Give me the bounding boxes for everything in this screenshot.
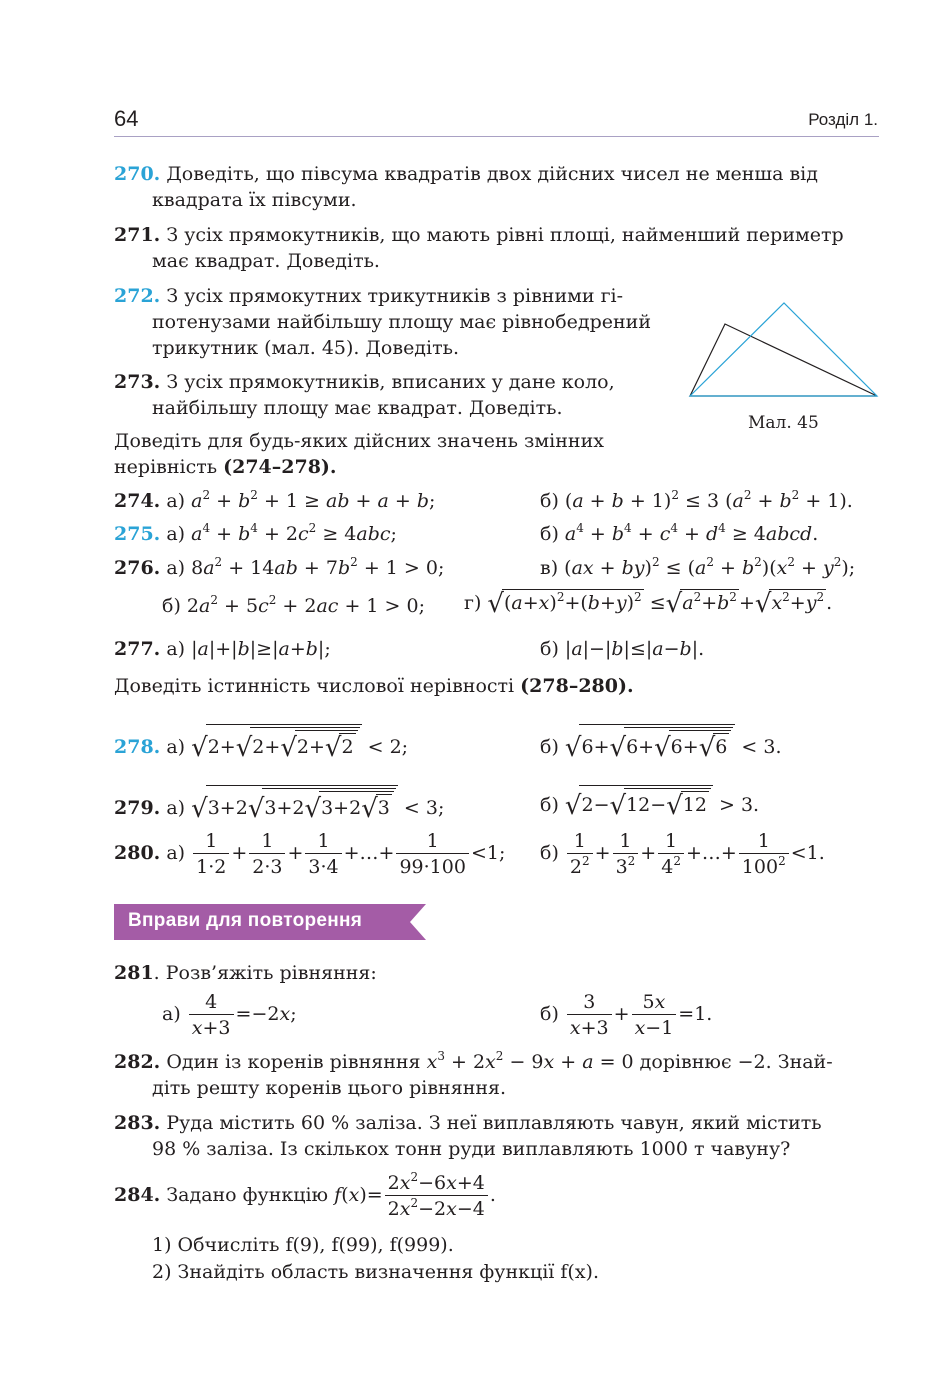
problem-272 — [114, 283, 623, 309]
problem-number: 276. — [114, 557, 161, 579]
item-label: а) — [162, 1003, 181, 1025]
header-rule — [114, 136, 879, 137]
figure-caption: Мал. 45 — [748, 413, 819, 433]
problem-282-cont: діть решту коренів цього рівняння. — [152, 1077, 507, 1099]
intro-range: (274–278). — [223, 456, 337, 478]
problem-284-item-2: 2) Знайдіть область визначення функції f(x). — [152, 1261, 600, 1283]
problem-283-cont: 98 % заліза. Із скількох тонн руди виплавляють 1000 т чавуну? — [152, 1138, 791, 1160]
section-title: Розділ 1. — [808, 110, 878, 129]
item-label: б) — [540, 794, 559, 816]
problem-270 — [114, 161, 818, 187]
problem-284: 284. Задано функцію f(x)= $\frac{2x^2-6x+4}{2x^2-2x-4}$ . — [114, 1169, 496, 1220]
problem-282: 282. Один із коренів рівняння $x^3 + 2x^2 - 9x + a = 0$ дорівнює −2. Знай- — [114, 1049, 833, 1073]
item-label: б) — [540, 1003, 559, 1025]
item-label: в) — [540, 557, 559, 579]
problem-280-b: б) $\frac{1}{2^2}$ + $\frac{1}{3^2}$ + $\frac{1}{4^2}$ +…+ $\frac{1}{100^2}$ <1. — [540, 829, 825, 878]
item-label: а) — [166, 638, 186, 660]
problem-number: 278. — [114, 736, 161, 758]
intro-text-part: нерівність — [114, 456, 224, 478]
problem-number: 270. — [114, 163, 161, 185]
problem-number: 284. — [114, 1184, 161, 1206]
problem-text: З усіх прямокутників, що мають рівні площі, найменший периметр — [166, 224, 844, 246]
problem-284-item-1: 1) Обчисліть f(9), f(99), f(999). — [152, 1234, 454, 1256]
problem-number: 272. — [114, 285, 161, 307]
item-label: б) — [540, 490, 559, 512]
problem-272-cont: потенузами найбільшу площу має рівнобедрений — [152, 311, 652, 333]
problem-272-cont: трикутник (мал. 45). Доведіть. — [152, 337, 459, 359]
problem-number: 273. — [114, 371, 161, 393]
item-label: а) — [166, 557, 186, 579]
banner-title: Вправи для повторення — [128, 910, 363, 931]
problem-text: . Розв’яжіть рівняння: — [153, 962, 377, 984]
problem-271 — [114, 222, 844, 248]
problem-277-b: б) |a|−|b|≤|a−b|. — [540, 638, 705, 660]
item-label: б) — [540, 638, 559, 660]
problem-281 — [114, 960, 377, 986]
problem-281-a: а) $\frac{4}{x+3}$ =−2x; — [162, 990, 297, 1039]
problem-278: 278. а) √2+√2+√2+√2 < 2; — [114, 724, 408, 761]
item-label: г) — [464, 592, 482, 614]
problem-279-b: б) √2−√12−√12 > 3. — [540, 785, 759, 819]
problem-271-cont: має квадрат. Доведіть. — [152, 250, 380, 272]
problem-number: 280. — [114, 842, 161, 864]
problem-273 — [114, 369, 615, 395]
intro-text — [114, 454, 337, 480]
problem-number: 283. — [114, 1112, 161, 1134]
problem-275: 275. а) $a^4 + b^4 + 2c^2 \ge 4abc$; — [114, 521, 397, 545]
problem-text: З усіх прямокутників, вписаних у дане коло, — [166, 371, 615, 393]
problem-283 — [114, 1110, 822, 1136]
page-number: 64 — [114, 106, 139, 131]
intro-range: (278–280). — [520, 675, 634, 697]
problem-text: Доведіть, що півсума квадратів двох дійсних чисел не менша від — [166, 163, 818, 185]
problem-276-v: в) $(ax + by)^2 \le (a^2 + b^2)(x^2 + y^2)$; — [540, 555, 856, 579]
intro-text: Доведіть для будь-яких дійсних значень змінних — [114, 430, 604, 452]
problem-277: 277. а) |a|+|b|≥|a+b|; — [114, 638, 331, 660]
problem-276: 276. а) $8a^2 + 14ab + 7b^2 + 1 > 0$; — [114, 555, 445, 579]
problem-275-b: б) $a^4 + b^4 + c^4 + d^4$ ≥ 4abcd. — [540, 521, 819, 545]
problem-274: 274. а) $a^2 + b^2 + 1$ ≥ ab + a + b; — [114, 488, 436, 512]
item-label: б) — [540, 523, 559, 545]
problem-number: 281 — [114, 962, 154, 984]
triangle-black — [690, 324, 877, 396]
item-label: б) — [540, 842, 559, 864]
problem-text: Руда містить 60 % заліза. З неї виплавляють чавун, який містить — [166, 1112, 822, 1134]
item-label: б) — [162, 595, 181, 617]
problem-274-b: б) $(a + b + 1)^2 \le 3$ $(a^2 + b^2 + 1)$. — [540, 488, 853, 512]
problem-number: 275. — [114, 523, 161, 545]
problem-number: 279. — [114, 797, 161, 819]
intro-text-part: Доведіть істинність числової нерівності — [114, 675, 521, 697]
intro-text — [114, 673, 634, 699]
item-label: а) — [166, 490, 186, 512]
problem-number: 271. — [114, 224, 161, 246]
item-label: а) — [166, 523, 186, 545]
problem-number: 277. — [114, 638, 161, 660]
problem-text: Задано функцію — [166, 1184, 329, 1206]
problem-text: Один із коренів рівняння — [166, 1051, 427, 1073]
problem-276-b: б) $2a^2 + 5c^2 + 2ac + 1 > 0$; — [162, 593, 425, 617]
problem-278-b: б) √6+√6+√6+√6 < 3. — [540, 724, 782, 761]
item-label: а) — [166, 797, 186, 819]
item-label: а) — [166, 842, 186, 864]
problem-279: 279. а) √3+2√3+2√3+2√3 < 3; — [114, 785, 444, 822]
figure-45 — [685, 298, 885, 403]
problem-276-g: г) $√(a+x)^2+(b+y)^2 \le√a^2+b^2 +√x^2+y^2$ . — [464, 589, 833, 619]
item-label: а) — [166, 736, 186, 758]
problem-270-cont: квадрата їх півсуми. — [152, 189, 357, 211]
problem-text: дорівнює −2. Знай- — [633, 1051, 833, 1073]
problem-text: З усіх прямокутних трикутників з рівними гі- — [166, 285, 624, 307]
item-label: б) — [540, 736, 559, 758]
problem-281-b: б) $\frac{3}{x+3}$ + $\frac{5x}{x-1}$ =1. — [540, 990, 713, 1039]
problem-number: 274. — [114, 490, 161, 512]
problem-273-cont: найбільшу площу має квадрат. Доведіть. — [152, 397, 563, 419]
problem-number: 282. — [114, 1051, 161, 1073]
problem-280: 280. а) $\frac{1}{1\cdot 2}$ + $\frac{1}{2\cdot 3}$ + $\frac{1}{3\cdot 4}$ +…+ $\frac{1}{99\cdot 100}$ <1; — [114, 829, 506, 878]
